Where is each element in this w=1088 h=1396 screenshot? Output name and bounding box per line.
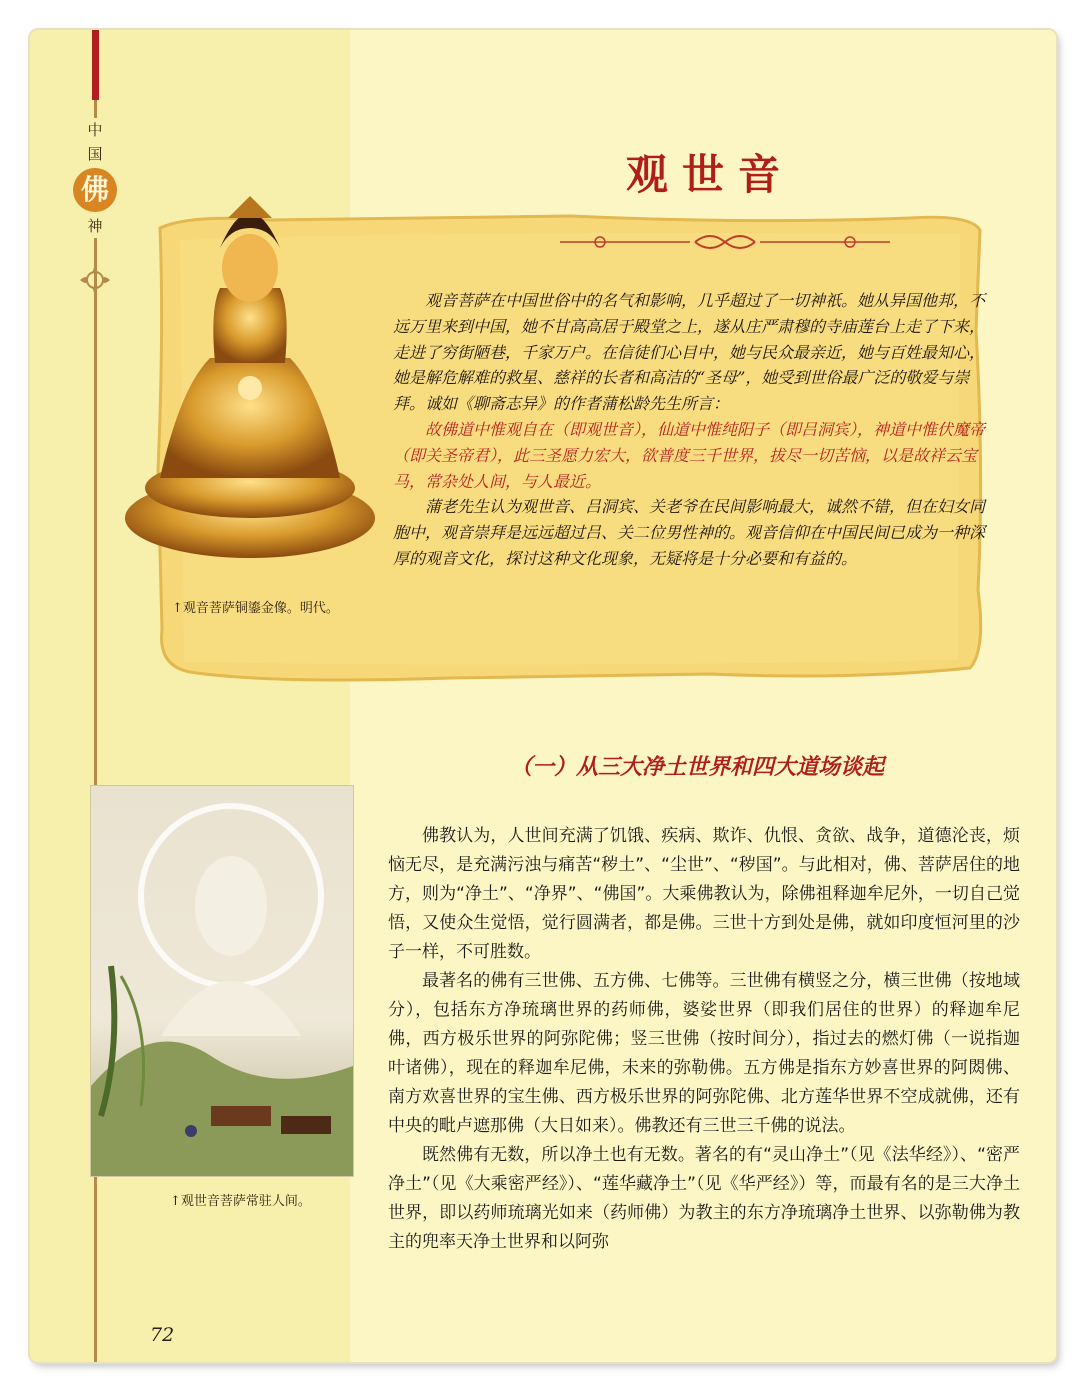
lotus-ornament-icon (78, 260, 112, 300)
book-page (30, 30, 1056, 1362)
intro-paragraph-1: 观音菩萨在中国世俗中的名气和影响，几乎超过了一切神祇。她从异国他邦，不远万里来到中国，她不甘高高居于殿堂之上，遂从庄严肃穆的寺庙莲台上走了下来，走进了穷街陋巷，千家万户。在信徒们心目中，她与民众最亲近，她与百姓最知心，她是解危解难的救星、慈祥的长者和高洁的“圣母”，她受到世俗最广泛的敬爱与崇拜。诚如《聊斋志异》的作者蒲松龄先生所言： (393, 291, 986, 414)
intro-paragraph-2: 蒲老先生认为观世音、吕洞宾、关老爷在民间影响最大，诚然不错，但在妇女同胞中，观音崇拜是远远超过吕、关二位男性神的。观音信仰在中国民间已成为一种深厚的观音文化，探讨这种文化现象，无疑将是十分必要和有益的。 (393, 497, 986, 568)
page-title: 观世音 (625, 150, 794, 199)
body-text (388, 822, 1020, 1257)
series-char-big: 佛 (73, 168, 117, 212)
section-heading: （一）从三大净土世界和四大道场谈起 (510, 755, 885, 780)
intro-quote: 故佛道中惟观自在（即观世音），仙道中惟纯阳子（即吕洞宾），神道中惟伏魔帝（即关圣帝君），此三圣愿力宏大，欲普度三千世界，拔尽一切苦恼，以是故祥云宝马，常杂处人间，与人最近。 (393, 419, 986, 491)
page-number: 72 (150, 1324, 175, 1346)
intro-passage (393, 288, 993, 572)
guanyin-painting-image (90, 785, 354, 1177)
guanyin-statue-image (120, 188, 380, 573)
statue-caption: ↑观音菩萨铜鎏金像。明代。 (172, 601, 339, 616)
scroll-divider-icon (560, 230, 890, 254)
vertical-rule-accent (92, 30, 99, 100)
body-paragraph-2: 最著名的佛有三世佛、五方佛、七佛等。三世佛有横竖之分，横三世佛（按地域分），包括东方净琉璃世界的药师佛，婆娑世界（即我们居住的世界）的释迦牟尼佛，西方极乐世界的阿弥陀佛；竖三世佛（按时间分），指过去的燃灯佛（一说指迦叶诸佛），现在的释迦牟尼佛，未来的弥勒佛。五方佛是指东方妙喜世界的阿閦佛、南方欢喜世界的宝生佛、西方极乐世界的阿弥陀佛、北方莲华世界不空成就佛，还有中央的毗卢遮那佛（大日如来）。佛教还有三世三千佛的说法。 (388, 971, 1020, 1136)
painting-caption: ↑观世音菩萨常驻人间。 (170, 1194, 311, 1209)
body-paragraph-3: 既然佛有无数，所以净土也有无数。著名的有“灵山净土”（见《法华经》）、“密严净土”（见《大乘密严经》）、“莲华藏净土”（见《华严经》）等，而最有名的是三大净土世界，即以药师琉璃光如来（药师佛）为教主的东方净琉璃净土世界、以弥勒佛为教主的兜率天净土世界和以阿弥 (388, 1145, 1020, 1252)
body-paragraph-1: 佛教认为，人世间充满了饥饿、疾病、欺诈、仇恨、贪欲、战争，道德沦丧，烦恼无尽，是充满污浊与痛苦“秽土”、“尘世”、“秽国”。与此相对，佛、菩萨居住的地方，则为“净土”、“净界”、“佛国”。大乘佛教认为，除佛祖释迦牟尼外，一切自己觉悟，又使众生觉悟，觉行圆满者，都是佛。三世十方到处是佛，就如印度恒河里的沙子一样，不可胜数。 (388, 826, 1020, 962)
series-label (72, 118, 118, 238)
series-char-2: 国 (87, 145, 103, 163)
series-char-1: 中 (87, 121, 103, 139)
series-char-3: 神 (87, 217, 103, 235)
